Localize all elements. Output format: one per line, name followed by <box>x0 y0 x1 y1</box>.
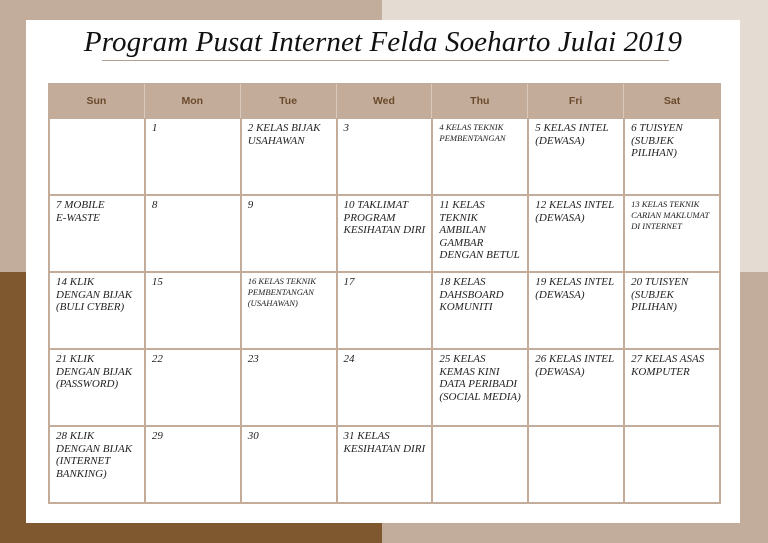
day-cell <box>432 349 528 426</box>
day-cell <box>241 118 337 195</box>
day-cell-text: 5 KELAS INTEL (DEWASA) <box>535 122 609 147</box>
weekday-header-row <box>49 84 720 118</box>
day-cell-text: 2 KELAS BIJAK USAHAWAN <box>247 122 321 147</box>
day-cell-text: 1 <box>151 122 158 134</box>
calendar-table <box>48 83 721 504</box>
day-cell <box>49 272 145 349</box>
weekday-header-wed: Wed <box>337 84 433 118</box>
day-cell <box>49 118 145 195</box>
day-cell <box>432 272 528 349</box>
day-cell <box>624 272 720 349</box>
day-cell-text: 14 KLIK DENGAN BIJAK (BULI CYBER) <box>56 276 133 313</box>
day-cell-text: 22 <box>151 353 163 365</box>
day-cell <box>528 195 624 272</box>
day-cell-text: 13 KELAS TEKNIK CARIAN MAKLUMAT DI INTERNET <box>631 199 710 231</box>
week-row <box>49 118 720 195</box>
day-cell <box>624 118 720 195</box>
day-cell-text: 20 TUISYEN (SUBJEK PILIHAN) <box>631 276 689 313</box>
day-cell <box>528 272 624 349</box>
day-cell-text: 25 KELAS KEMAS KINI DATA PERIBADI (SOCIAL MEDIA) <box>439 353 521 403</box>
day-cell-text: 21 KLIK DENGAN BIJAK (PASSWORD) <box>56 353 133 390</box>
week-row <box>49 272 720 349</box>
day-cell-text: 10 TAKLIMAT PROGRAM KESIHATAN DIRI <box>343 199 426 236</box>
day-cell-text: 23 <box>247 353 259 365</box>
day-cell-text: 4 KELAS TEKNIK PEMBENTANGAN <box>439 122 506 143</box>
day-cell-text: 18 KELAS DAHSBOARD KOMUNITI <box>439 276 504 313</box>
day-cell <box>145 272 241 349</box>
calendar-body <box>49 118 720 503</box>
day-cell <box>337 272 433 349</box>
day-cell-text: 6 TUISYEN (SUBJEK PILIHAN) <box>631 122 683 159</box>
day-cell-text: 19 KELAS INTEL (DEWASA) <box>535 276 614 301</box>
day-cell-text: 28 KLIK DENGAN BIJAK (INTERNET BANKING) <box>56 430 133 480</box>
calendar-title: Program Pusat Internet Felda Soeharto Julai 2019 <box>83 26 683 58</box>
day-cell <box>145 195 241 272</box>
day-cell <box>49 426 145 503</box>
day-cell <box>528 426 624 503</box>
day-cell-text: 9 <box>247 199 254 211</box>
day-cell <box>432 426 528 503</box>
day-cell-text: 29 <box>151 430 163 442</box>
day-cell-text: 7 MOBILE E-WASTE <box>56 199 105 224</box>
day-cell <box>241 195 337 272</box>
weekday-header-mon: Mon <box>145 84 241 118</box>
day-cell <box>337 349 433 426</box>
day-cell <box>145 426 241 503</box>
day-cell-text: 31 KELAS KESIHATAN DIRI <box>343 430 426 455</box>
week-row <box>49 195 720 272</box>
day-cell-text: 26 KELAS INTEL (DEWASA) <box>535 353 614 378</box>
weekday-header-sun: Sun <box>49 84 145 118</box>
day-cell-text: 16 KELAS TEKNIK PEMBENTANGAN (USAHAWAN) <box>247 276 316 308</box>
weekday-header-tue: Tue <box>241 84 337 118</box>
day-cell-text: 11 KELAS TEKNIK AMBILAN GAMBAR DENGAN BETUL <box>439 199 520 261</box>
day-cell-text: 17 <box>343 276 355 288</box>
day-cell-text: 27 KELAS ASAS KOMPUTER <box>631 353 705 378</box>
day-cell-text: 24 <box>343 353 355 365</box>
day-cell <box>432 118 528 195</box>
day-cell <box>241 426 337 503</box>
day-cell <box>145 118 241 195</box>
day-cell <box>337 426 433 503</box>
day-cell <box>337 195 433 272</box>
day-cell <box>337 118 433 195</box>
day-cell <box>49 195 145 272</box>
day-cell-text: 3 <box>343 122 350 134</box>
day-cell <box>528 118 624 195</box>
day-cell-text: 15 <box>151 276 163 288</box>
day-cell-text: 8 <box>151 199 158 211</box>
title-underline <box>102 60 669 61</box>
day-cell-text: 12 KELAS INTEL (DEWASA) <box>535 199 614 224</box>
day-cell <box>624 349 720 426</box>
day-cell <box>432 195 528 272</box>
day-cell <box>624 195 720 272</box>
day-cell <box>241 349 337 426</box>
week-row <box>49 349 720 426</box>
day-cell <box>49 349 145 426</box>
weekday-header-fri: Fri <box>528 84 624 118</box>
week-row <box>49 426 720 503</box>
weekday-header-thu: Thu <box>432 84 528 118</box>
day-cell <box>145 349 241 426</box>
weekday-header-sat: Sat <box>624 84 720 118</box>
day-cell <box>624 426 720 503</box>
day-cell-text: 30 <box>247 430 259 442</box>
day-cell <box>241 272 337 349</box>
day-cell <box>528 349 624 426</box>
